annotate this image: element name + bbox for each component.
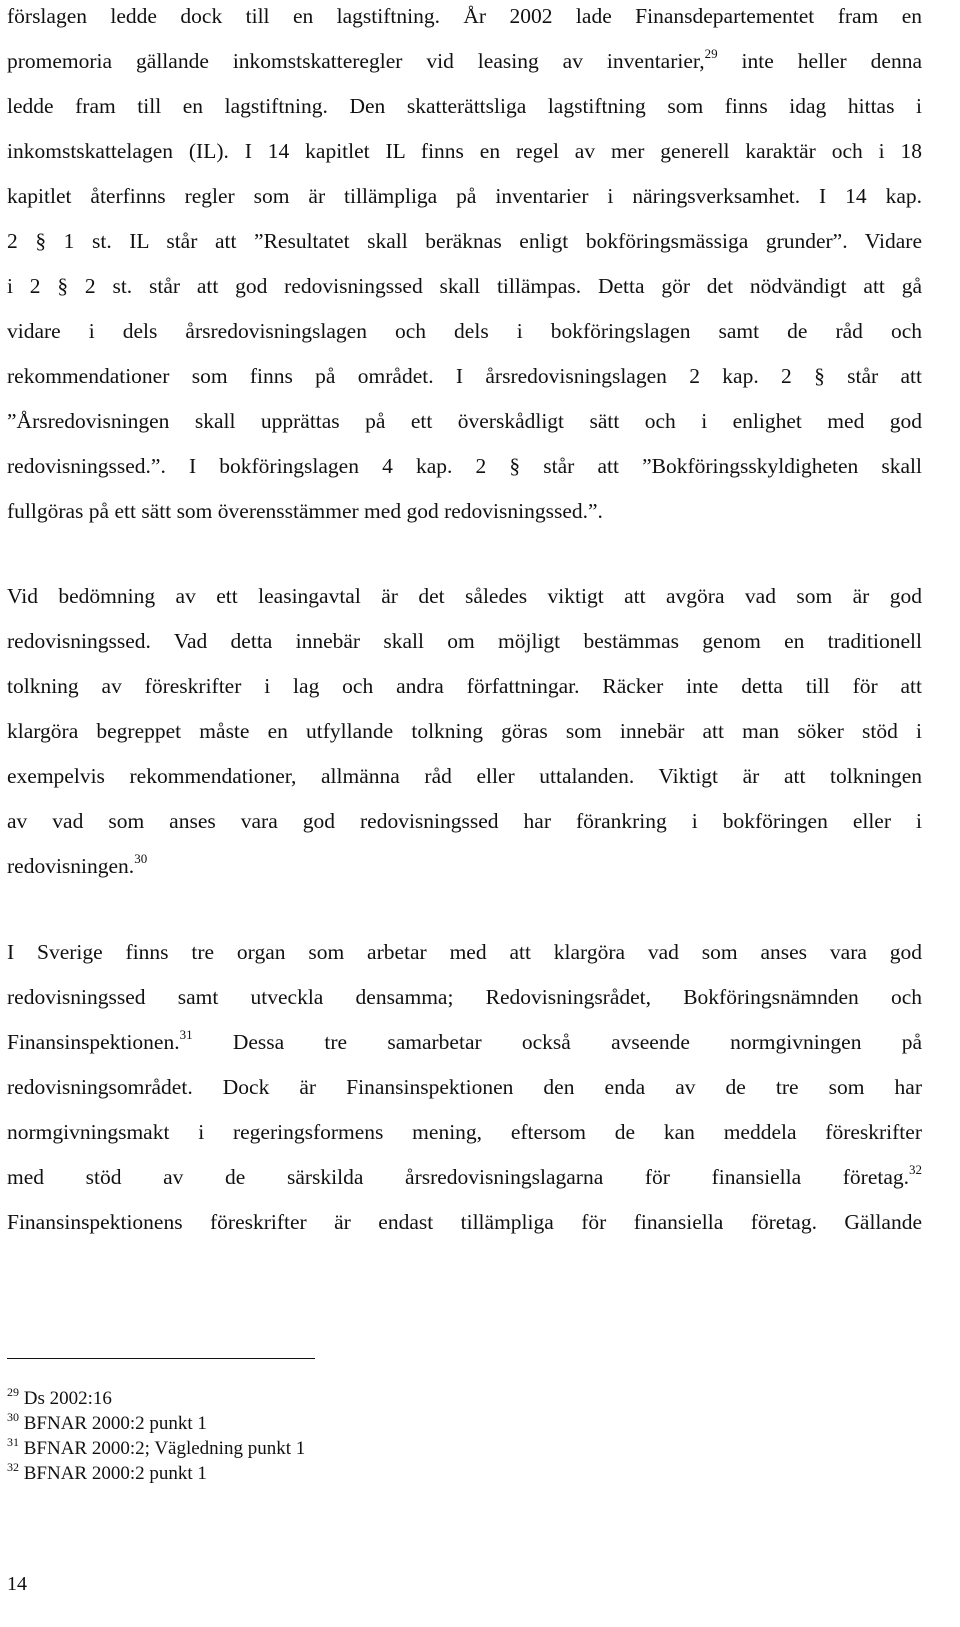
- footnote: [7, 1461, 305, 1486]
- text-line: ledde fram till en lagstiftning. Den skatterättsliga lagstiftning som finns idag hittas i: [7, 94, 922, 118]
- text-fragment: redovisningen.: [7, 854, 135, 878]
- footnote-number: 31: [7, 1435, 19, 1449]
- text-line: redovisningssed samt utveckla densamma; Redovisningsrådet, Bokföringsnämnden och: [7, 985, 922, 1009]
- text-line: 2 § 1 st. IL står att ”Resultatet skall beräknas enligt bokföringsmässiga grunder”. Vidare: [7, 229, 922, 253]
- footnote-number: 30: [7, 1410, 19, 1424]
- text-line: Vid bedömning av ett leasingavtal är det således viktigt att avgöra vad som är god: [7, 584, 922, 608]
- text-line: tolkning av föreskrifter i lag och andra författningar. Räcker inte detta till för att: [7, 674, 922, 698]
- paragraph-swedish-organs: [7, 930, 922, 1245]
- footnote-ref: 29: [704, 46, 718, 61]
- text-line: vidare i dels årsredovisningslagen och dels i bokföringslagen samt de råd och: [7, 319, 922, 343]
- text-fragment: Dessa tre samarbetar också avseende normgivningen på: [232, 1030, 923, 1054]
- text-line: inkomstskattelagen (IL). I 14 kapitlet IL finns en regel av mer generell karaktär och i 18: [7, 139, 922, 163]
- footnote-text: BFNAR 2000:2 punkt 1: [23, 1463, 207, 1484]
- footnote-text: Ds 2002:16: [23, 1388, 112, 1409]
- footnote-number: 29: [7, 1385, 19, 1399]
- footnote-divider: [7, 1358, 315, 1359]
- text-line: redovisningssed.”. I bokföringslagen 4 kap. 2 § står att ”Bokföringsskyldigheten skall: [7, 454, 922, 478]
- text-line: i 2 § 2 st. står att god redovisningssed skall tillämpas. Detta gör det nödvändigt att gå: [7, 274, 922, 298]
- text-line: Finansinspektionens föreskrifter är endast tillämpliga för finansiella företag. Gällande: [7, 1210, 922, 1234]
- footnote-ref: 30: [134, 851, 148, 866]
- footnotes: [7, 1386, 305, 1486]
- text-line: exempelvis rekommendationer, allmänna råd eller uttalanden. Viktigt är att tolkningen: [7, 764, 922, 788]
- text-line: av vad som anses vara god redovisningssed har förankring i bokföringen eller i: [7, 809, 922, 833]
- footnote-ref: 31: [179, 1027, 193, 1042]
- text-line: [7, 1020, 922, 1065]
- text-line: rekommendationer som finns på området. I årsredovisningslagen 2 kap. 2 § står att: [7, 364, 922, 388]
- text-line: förslagen ledde dock till en lagstiftning. År 2002 lade Finansdepartementet fram en: [7, 4, 922, 28]
- text-line: klargöra begreppet måste en utfyllande tolkning göras som innebär att man söker stöd i: [7, 719, 922, 743]
- text-fragment: promemoria gällande inkomstskatteregler vid leasing av inventarier,: [7, 49, 705, 73]
- text-line: [7, 1155, 922, 1200]
- text-fragment: inte heller denna: [741, 49, 922, 73]
- footnote: [7, 1386, 305, 1411]
- footnote-ref: 32: [909, 1162, 922, 1177]
- text-line: redovisningssed. Vad detta innebär skall om möjligt bestämmas genom en traditionell: [7, 629, 922, 653]
- text-line: redovisningsområdet. Dock är Finansinspektionen den enda av de tre som har: [7, 1075, 922, 1099]
- text-line: [7, 844, 922, 889]
- footnote: [7, 1411, 305, 1436]
- page-number: 14: [7, 1573, 27, 1595]
- text-line: ”Årsredovisningen skall upprättas på ett överskådligt sätt och i enlighet med god: [7, 409, 922, 433]
- text-line: kapitlet återfinns regler som är tillämpliga på inventarier i näringsverksamhet. I 14 kap.: [7, 184, 922, 208]
- text-fragment: Finansinspektionen.: [7, 1030, 180, 1054]
- text-line: fullgöras på ett sätt som överensstämmer med god redovisningssed.”.: [7, 499, 603, 523]
- footnote-number: 32: [7, 1460, 19, 1474]
- text-fragment: med stöd av de särskilda årsredovisningslagarna för finansiella företag.: [7, 1165, 909, 1189]
- paragraph-good-accounting-practice: [7, 574, 922, 889]
- footnote: [7, 1436, 305, 1461]
- text-line: [7, 39, 922, 84]
- footnote-text: BFNAR 2000:2 punkt 1: [23, 1413, 207, 1434]
- text-line: I Sverige finns tre organ som arbetar med att klargöra vad som anses vara god: [7, 940, 922, 964]
- text-line: normgivningsmakt i regeringsformens mening, eftersom de kan meddela föreskrifter: [7, 1120, 922, 1144]
- footnote-text: BFNAR 2000:2; Vägledning punkt 1: [23, 1438, 306, 1459]
- paragraph-leasing-tax-rules: [7, 0, 922, 534]
